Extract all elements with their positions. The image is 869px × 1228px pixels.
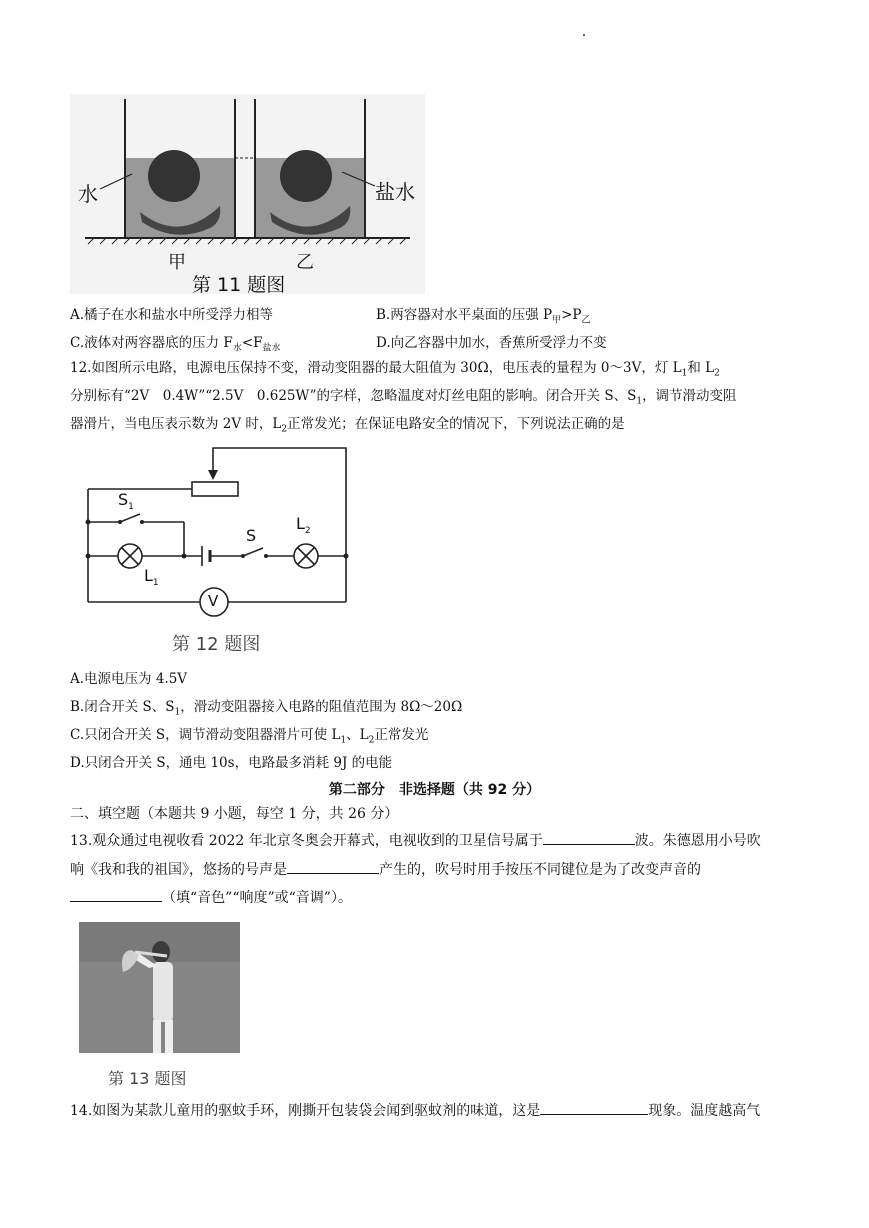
q11-option-a: A.橘子在水和盐水中所受浮力相等 <box>70 307 274 323</box>
answer-blank-3[interactable] <box>70 887 162 902</box>
label-jia: 甲 <box>168 252 186 273</box>
q11-option-d: D.向乙容器中加水，香蕉所受浮力不变 <box>376 335 607 351</box>
label-s1: $S_1$ <box>118 490 134 513</box>
figure-11-drawing <box>70 94 425 294</box>
q14-line-1: 14.如图为某款儿童用的驱蚊手环，刚撕开包装袋会闻到驱蚊剂的味道，这是 现象。温度越高气 <box>70 1100 760 1121</box>
q12-option-a: A.电源电压为 4.5V <box>70 671 188 687</box>
figure-11-caption: 第 11 题图 <box>192 274 286 296</box>
figure-13-photo <box>79 922 240 1053</box>
answer-blank-4[interactable] <box>540 1100 648 1115</box>
trumpet-player-image <box>79 922 240 1053</box>
q12-stem-line-2: 分别标有“2V 0.4W”“2.5V 0.625W”的字样，忽略温度对灯丝电阻的影响。闭合开关 S、$S_1$，调节滑动变阻 <box>70 388 737 407</box>
label-water: 水 <box>78 182 98 206</box>
q12-option-d: D.只闭合开关 S，通电 10s，电路最多消耗 9J 的电能 <box>70 755 393 771</box>
label-l2: $L_2$ <box>296 514 311 537</box>
label-s: S <box>246 526 257 545</box>
page-dot <box>583 34 585 36</box>
answer-blank-1[interactable] <box>543 830 635 845</box>
label-yi: 乙 <box>296 252 314 273</box>
figure-12-caption: 第 12 题图 <box>172 634 261 655</box>
label-salt-water: 盐水 <box>375 180 415 204</box>
label-voltmeter: V <box>208 592 219 610</box>
figure-12 <box>78 444 368 660</box>
answer-blank-2[interactable] <box>287 859 379 874</box>
circuit-diagram <box>78 444 368 660</box>
figure-13-caption: 第 13 题图 <box>108 1069 187 1088</box>
label-l1: $L_1$ <box>144 566 159 589</box>
q12-stem-line-1: 12.如图所示电路，电源电压保持不变，滑动变阻器的最大阻值为 30Ω，电压表的量程为 0～3V，灯 $L_1$和 $L_2$ <box>70 360 720 379</box>
section-heading: 二、填空题（本题共 9 小题，每空 1 分，共 26 分） <box>70 806 399 822</box>
q13-line-3: （填“音色”“响度”或“音调”）。 <box>70 887 352 908</box>
q11-option-b: B.两容器对水平桌面的压强 $P_甲>P_乙$ <box>376 307 591 326</box>
q13-line-1: 13.观众通过电视收看 2022 年北京冬奥会开幕式，电视收到的卫星信号属于 波。朱德恩用小号吹 <box>70 830 761 851</box>
q12-stem-line-3: 器滑片，当电压表示数为 2V 时，$L_2$正常发光；在保证电路安全的情况下，下列说法正确的是 <box>70 416 625 435</box>
q12-option-c: C.只闭合开关 S，调节滑动变阻器滑片可使 $L_1$、$L_2$正常发光 <box>70 727 429 746</box>
part2-heading: 第二部分 非选择题（共 92 分） <box>328 782 541 798</box>
figure-11 <box>70 94 425 294</box>
q13-line-2: 响《我和我的祖国》，悠扬的号声是 产生的，吹号时用手按压不同键位是为了改变声音的 <box>70 859 701 880</box>
q11-option-c: C.液体对两容器底的压力 $F_水<F_{盐水}$ <box>70 335 281 354</box>
q12-option-b: B.闭合开关 S、$S_1$，滑动变阻器接入电路的阻值范围为 8Ω～20Ω <box>70 699 463 718</box>
